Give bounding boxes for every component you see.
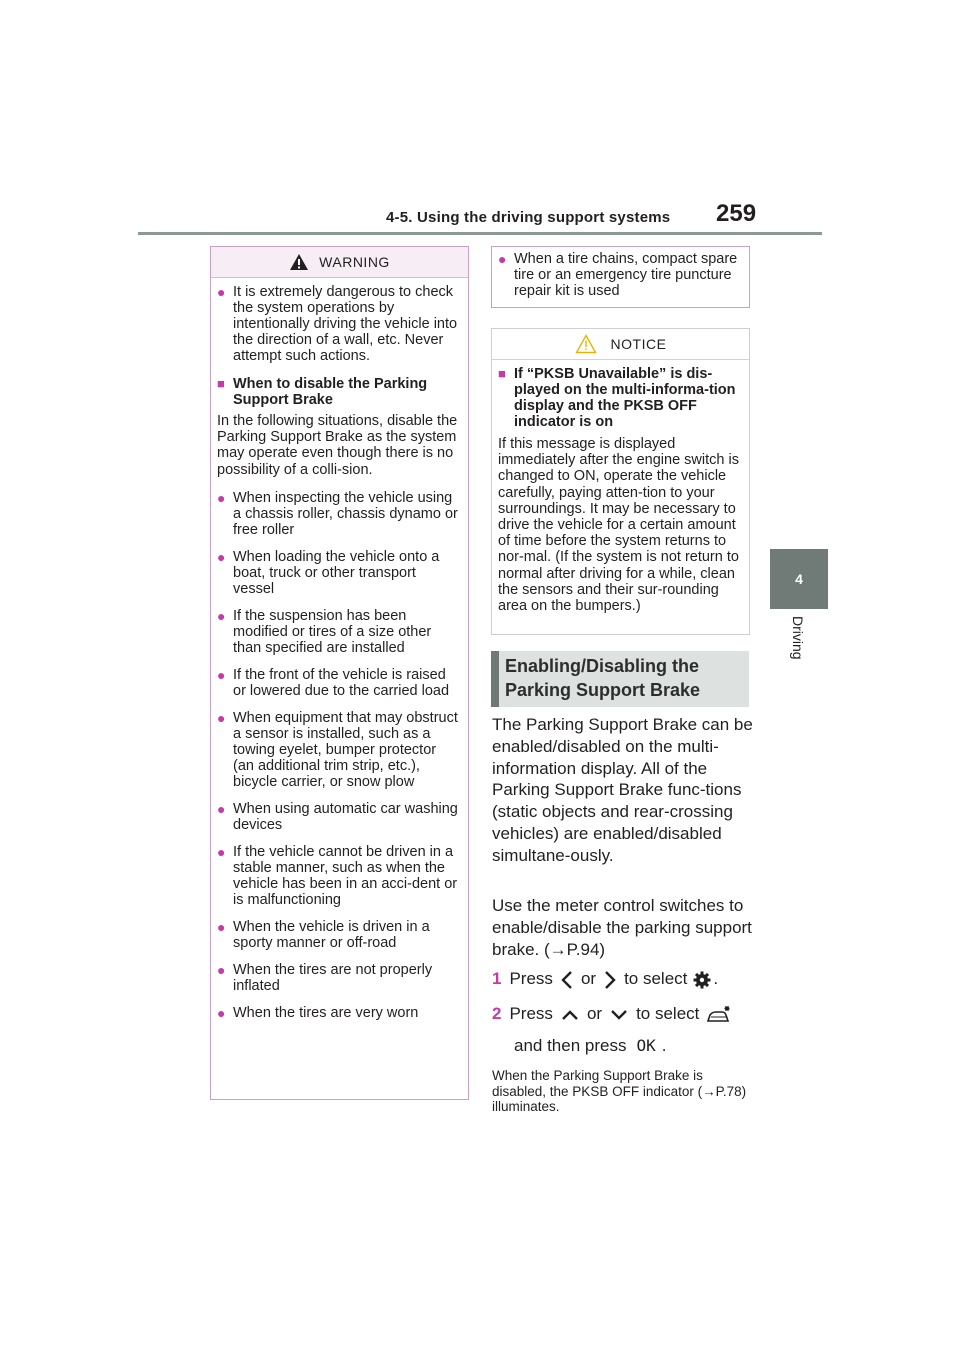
bullet-icon: ●: [217, 961, 226, 978]
bullet-icon: ●: [217, 918, 226, 935]
warning-bullet: ● If the vehicle cannot be driven in a stable manner, such as when the vehicle has been in an acci-dent or is malfunctioning: [217, 843, 458, 908]
warning-bullet: ● If the front of the vehicle is raised or lowered due to the carried load: [217, 666, 450, 699]
step-text-and-then: and then press: [514, 1036, 627, 1055]
warning-header: [211, 247, 468, 278]
chapter-tab: [770, 549, 828, 609]
step-text-press: Press: [509, 969, 553, 988]
step-text-to-select: to select: [636, 1004, 700, 1023]
notice-subheading: ■ If “PKSB Unavailable” is dis-played on the multi-informa-tion display and the PKSB OFF indicator is on: [498, 366, 736, 430]
warning-bullet: ● When loading the vehicle onto a boat, truck or other transport vessel: [217, 548, 440, 597]
bullet-icon: ●: [217, 800, 226, 817]
warning-bullet: ● When a tire chains, compact spare tire or an emergency tire puncture repair kit is used: [498, 251, 738, 299]
body-paragraph: The Parking Support Brake can be enabled/disabled on the multi-information display. All of the Parking Support Brake func-tions (static objects and rear-crossing vehicles) are enabled/disabled simultane-ously.: [492, 715, 753, 865]
chapter-label: [770, 616, 828, 696]
square-bullet-icon: ■: [498, 366, 506, 381]
caution-triangle-icon: [575, 334, 597, 354]
square-bullet-icon: ■: [217, 376, 225, 391]
body-paragraph: Use the meter control switches to enable/disable the parking support brake. (→P.94): [492, 896, 752, 959]
ok-button-glyph: OK: [636, 1036, 656, 1055]
notice-title: NOTICE: [610, 336, 667, 352]
step-number: 2: [492, 1004, 502, 1023]
warning-bullet: ● When the vehicle is driven in a sporty manner or off-road: [217, 918, 430, 951]
warning-bullet: ● When the tires are very worn: [217, 1004, 419, 1021]
section-title: 4-5. Using the driving support systems: [386, 209, 671, 226]
chevron-down-icon: [610, 1009, 628, 1021]
warning-title: WARNING: [319, 254, 390, 270]
warning-continuation-box: [491, 246, 750, 308]
section-heading: [491, 651, 749, 707]
step-text-end: .: [661, 1036, 667, 1055]
warning-bullet: ● When the tires are not properly inflated: [217, 961, 433, 994]
step-text-to-select: to select: [624, 969, 688, 988]
chapter-label-text: Driving: [790, 616, 806, 660]
bullet-icon: ●: [498, 251, 507, 267]
warning-bullet: ● When equipment that may obstruct a sensor is installed, such as a towing eyelet, bumper protector (an additional trim strip, etc.), bicycle carrier, or snow plow: [217, 709, 458, 790]
warning-bullet: ● When inspecting the vehicle using a chassis roller, chassis dynamo or free roller: [217, 489, 458, 538]
notice-box: [491, 328, 750, 635]
step-text-end: .: [713, 969, 719, 988]
parking-support-brake-icon: [705, 1004, 733, 1026]
warning-bullet: ● If the suspension has been modified or tires of a size other than specified are installed: [217, 607, 432, 656]
step-text-press: Press: [509, 1004, 553, 1023]
bullet-icon: ●: [217, 666, 226, 683]
step-number: 1: [492, 969, 502, 988]
step-1: [492, 968, 762, 990]
heading-accent-bar: [491, 651, 499, 707]
chevron-right-icon: [604, 970, 616, 990]
bullet-icon: ●: [217, 284, 226, 300]
page-number: 259: [716, 200, 757, 227]
heading-text: Enabling/Disabling the Parking Support Brake: [505, 656, 701, 700]
bullet-icon: ●: [217, 843, 226, 860]
step-text-or: or: [586, 1004, 603, 1023]
warning-bullet: ● It is extremely dangerous to check the system operations by intentionally driving the vehicle into the direction of a wall, etc. Never attempt such actions.: [217, 284, 458, 364]
warning-paragraph: In the following situations, disable the Parking Support Brake as the system may operate even though there is no possibility of a colli-sion.: [217, 413, 458, 478]
warning-bullet: ● When using automatic car washing devices: [217, 800, 458, 833]
step-2: [492, 1003, 762, 1026]
header-rule: [138, 232, 822, 235]
bullet-icon: ●: [217, 489, 226, 506]
chapter-number: 4: [795, 571, 803, 587]
notice-paragraph: If this message is displayed immediately after the engine switch is changed to ON, operate the vehicle carefully, paying atten-tion to your surroundings. It may be necessary to drive the vehicle for a certain amount of time before the system returns to nor-mal. (If the system is not return to normal after driving for a while, clean the sensors and their sur-rounding area on the bumpers.): [498, 436, 739, 615]
warning-box: [210, 246, 469, 1100]
step-2-continued: [514, 1035, 666, 1057]
warning-triangle-icon: [289, 253, 309, 271]
notice-header: [492, 329, 749, 360]
step-text-or: or: [580, 969, 597, 988]
bullet-icon: ●: [217, 709, 226, 726]
bullet-icon: ●: [217, 607, 226, 624]
bullet-icon: ●: [217, 548, 226, 565]
bullet-icon: ●: [217, 1004, 226, 1021]
settings-gear-icon: [693, 971, 711, 989]
chevron-left-icon: [561, 970, 573, 990]
warning-subheading: ■ When to disable the Parking Support Brake: [217, 376, 428, 408]
chevron-up-icon: [561, 1009, 579, 1021]
note-paragraph: When the Parking Support Brake is disabled, the PKSB OFF indicator (→P.78) illuminates.: [492, 1068, 747, 1114]
